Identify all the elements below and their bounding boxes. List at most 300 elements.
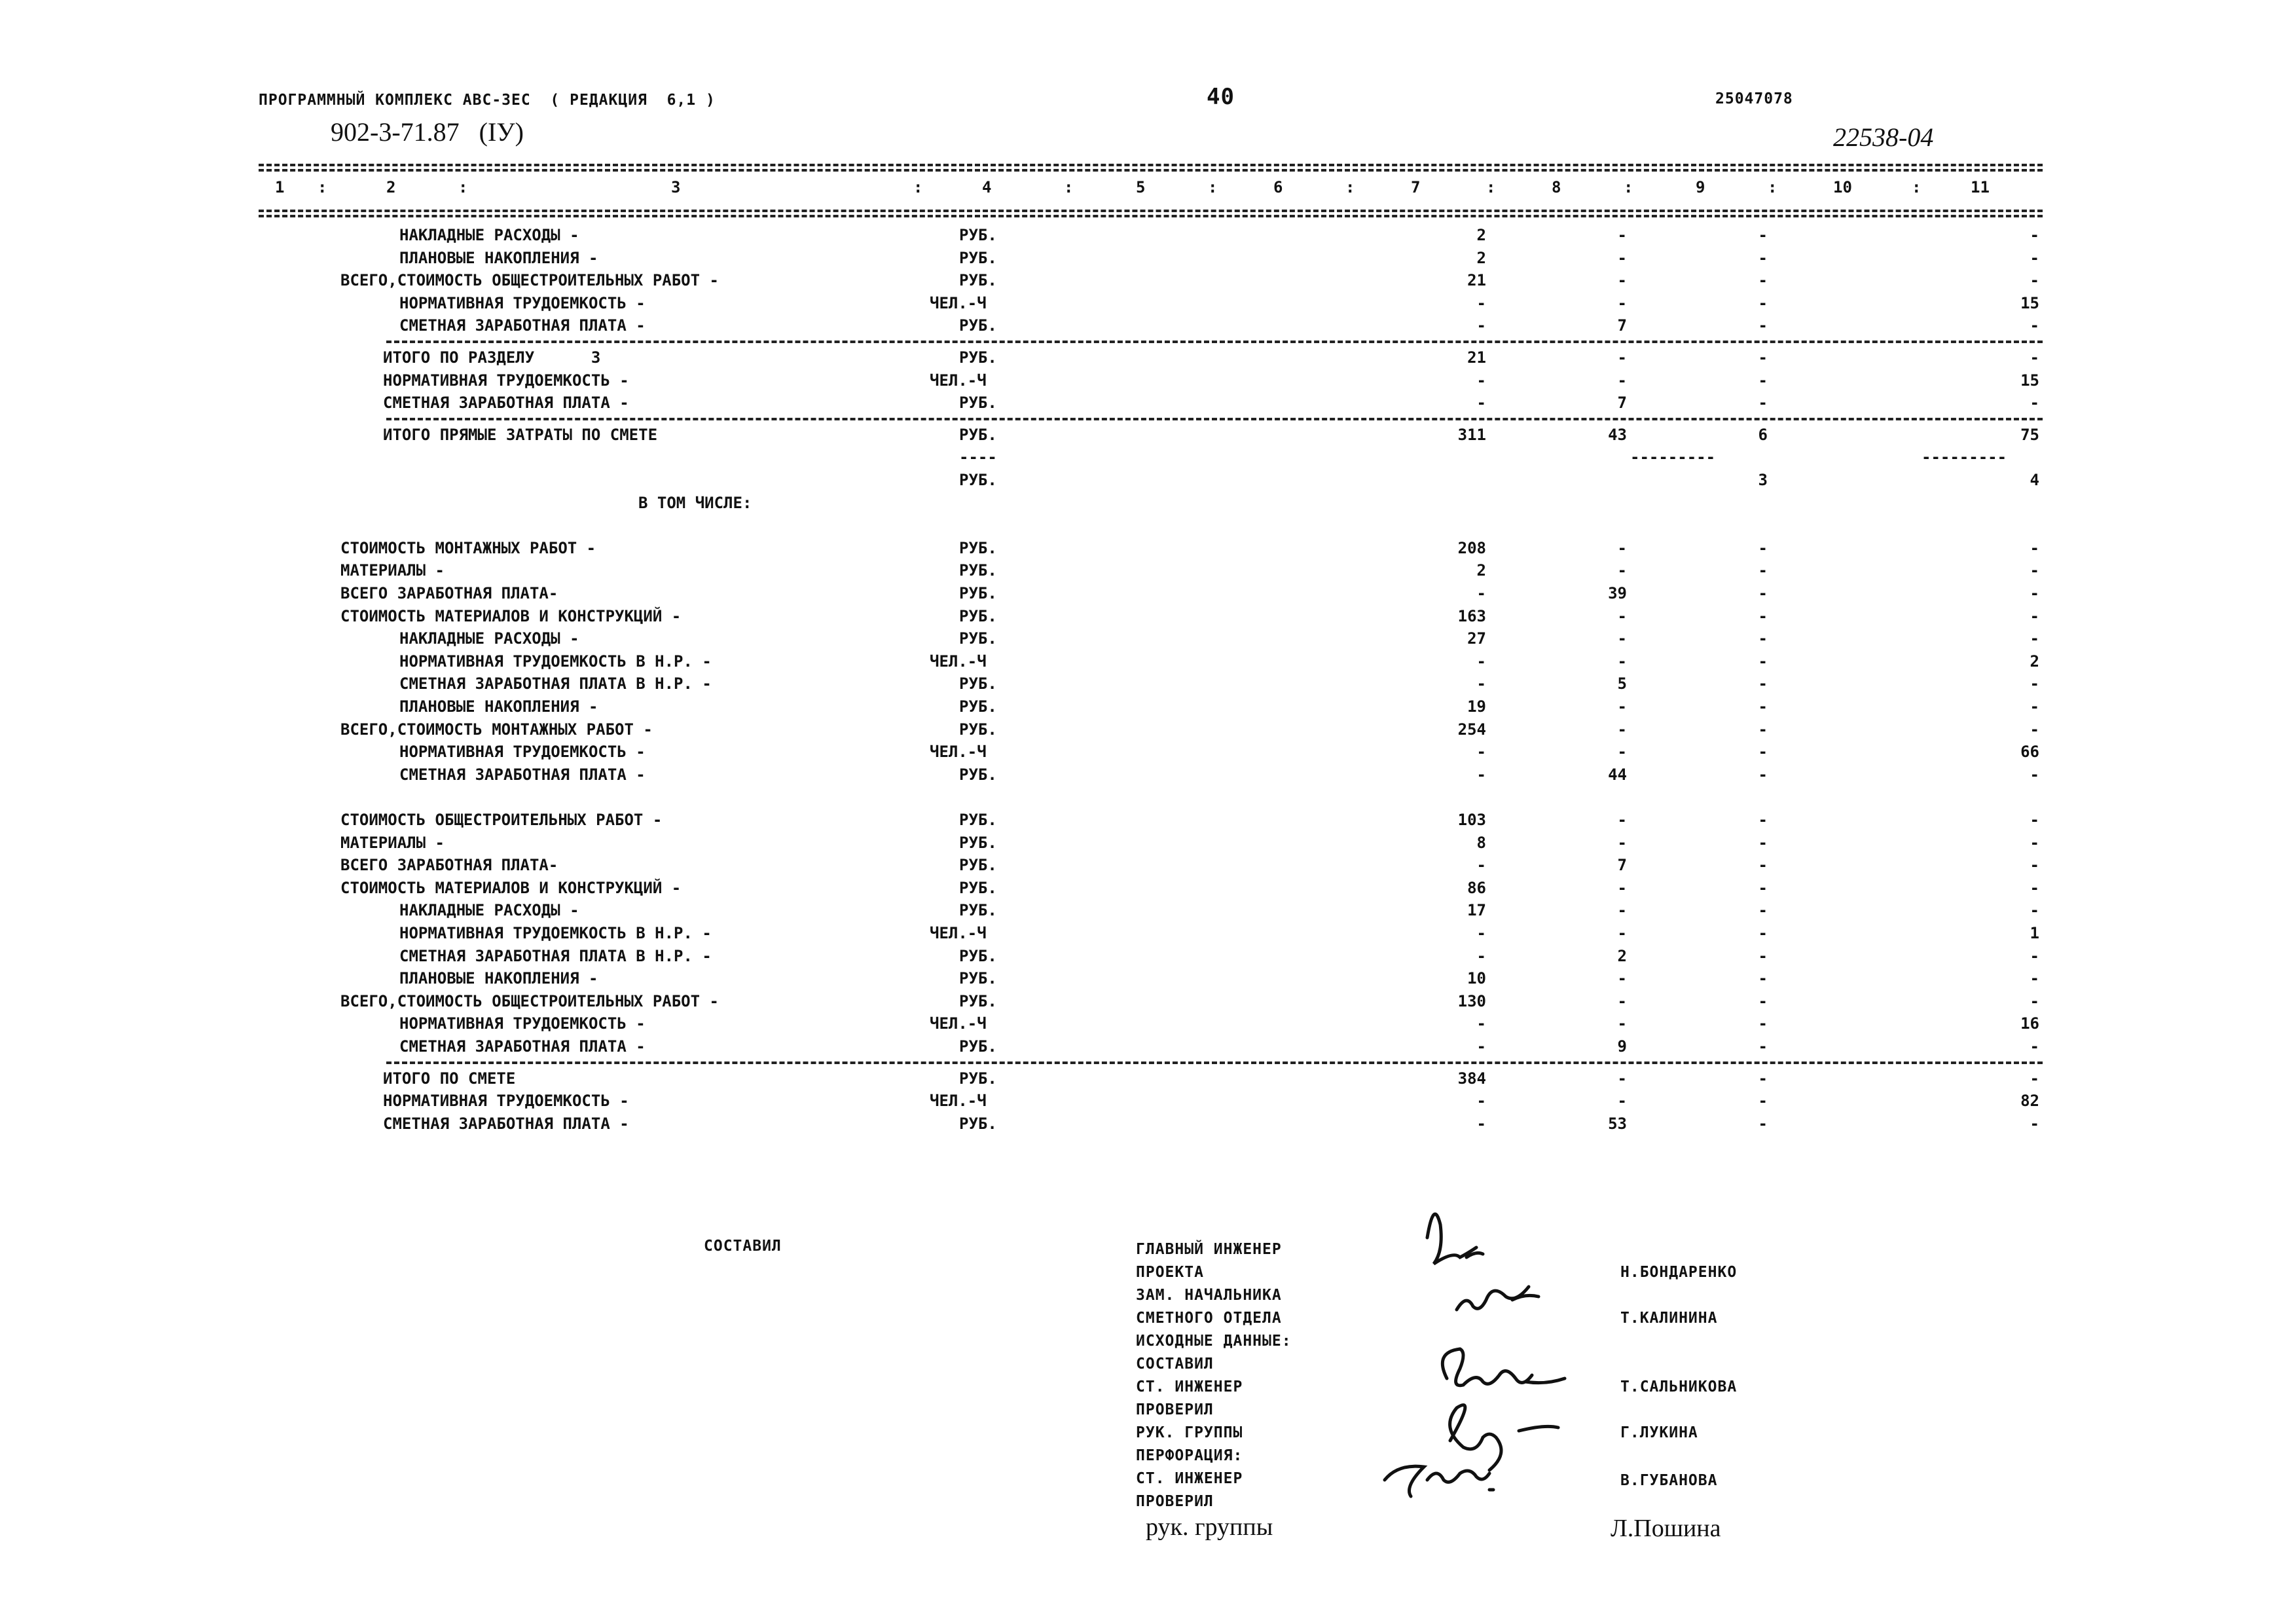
row-unit: РУБ. [959,946,997,965]
cell-col9: - [1758,538,1768,557]
cell-col8: - [1617,878,1627,897]
row-unit: ЧЕЛ.-Ч [930,924,987,942]
cell-col11: - [2030,856,2039,875]
cell-col9: - [1758,371,1768,390]
table-row [0,743,2296,765]
table-row [0,811,2296,833]
role-estimate-department: СМЕТНОГО ОТДЕЛА [1136,1310,1282,1327]
cell-col8: - [1617,833,1627,852]
row-unit: ЧЕЛ.-Ч [930,652,987,671]
row-label: НОРМАТИВНАЯ ТРУДОЕМКОСТЬ - [383,371,629,390]
cell-col8: - [1617,629,1627,648]
row-label: ПЛАНОВЫЕ НАКОПЛЕНИЯ - [399,697,598,716]
cell-col9: - [1758,348,1768,367]
column-header-8: 8 [1552,178,1561,196]
cell-col7: 86 [1467,878,1486,897]
cell-col7: - [1476,584,1486,602]
row-label: НОРМАТИВНАЯ ТРУДОЕМКОСТЬ В Н.Р. - [399,652,712,671]
cell-col9: - [1758,878,1768,897]
cell-col11: - [2030,969,2039,988]
cell-col8: 7 [1617,394,1627,413]
row-label: МАТЕРИАЛЫ - [340,833,445,852]
header-rule-bottom-2 [259,215,2043,217]
cell-col8: 9 [1617,1037,1627,1056]
table-row [0,834,2296,856]
row-unit: РУБ. [959,606,997,625]
table-row [0,652,2296,674]
column-header-row [0,178,2296,200]
cell-col7: 103 [1457,811,1486,829]
cell-col11: - [2030,226,2039,244]
cell-col9: - [1758,811,1768,829]
cell-col9: - [1758,946,1768,965]
table-row [0,1014,2296,1037]
table-row [0,1092,2296,1114]
header-rule-top [259,164,2043,166]
row-label: НОРМАТИВНАЯ ТРУДОЕМКОСТЬ - [383,1092,629,1111]
table-row [0,471,2296,493]
cell-col9: - [1758,1092,1768,1111]
cell-col9: - [1758,697,1768,716]
cell-col8: - [1617,606,1627,625]
table-row [0,856,2296,878]
row-label: ПЛАНОВЫЕ НАКОПЛЕНИЯ - [399,248,598,267]
cell-col7: 311 [1457,425,1486,444]
table-row [0,226,2296,248]
cell-col7: 27 [1467,629,1486,648]
cell-col9: - [1758,833,1768,852]
cell-col8: - [1617,697,1627,716]
cell-col8: - [1617,811,1627,829]
cell-col8: 7 [1617,856,1627,875]
cell-col9: - [1758,652,1768,671]
cell-col9: - [1758,584,1768,602]
row-label: НОРМАТИВНАЯ ТРУДОЕМКОСТЬ - [399,293,646,312]
row-label: ВСЕГО,СТОИМОСТЬ ОБЩЕСТРОИТЕЛЬНЫХ РАБОТ - [340,271,719,290]
signature-4 [1450,1405,1558,1470]
cell-col11: - [2030,1037,2039,1056]
document-code: 25047078 [1715,90,1793,107]
row-label: СТОИМОСТЬ МАТЕРИАЛОВ И КОНСТРУКЦИЙ - [340,878,682,897]
cell-col11: - [2030,1069,2039,1088]
row-label: НОРМАТИВНАЯ ТРУДОЕМКОСТЬ - [399,1014,646,1033]
row-unit: ЧЕЛ.-Ч [930,293,987,312]
name-lukina: Г.ЛУКИНА [1620,1424,1698,1441]
cell-col11: - [2030,271,2039,290]
table-row [0,271,2296,293]
cell-col9: - [1758,561,1768,580]
cell-col11: --------- [1922,448,2007,467]
column-separator: : [1486,178,1496,196]
row-label: СМЕТНАЯ ЗАРАБОТНАЯ ПЛАТА - [399,1037,646,1056]
cell-col11: - [2030,561,2039,580]
cell-col7: 2 [1476,226,1486,244]
row-label: СТОИМОСТЬ ОБЩЕСТРОИТЕЛЬНЫХ РАБОТ - [340,811,663,829]
cell-col11: 4 [2030,471,2039,489]
cell-col8: 53 [1608,1114,1627,1133]
row-label: СТОИМОСТЬ МОНТАЖНЫХ РАБОТ - [340,538,596,557]
cell-col7: - [1476,743,1486,762]
row-label: ИТОГО ПРЯМЫЕ ЗАТРАТЫ ПО СМЕТЕ [383,425,658,444]
cell-col9: - [1758,271,1768,290]
cell-col8: 2 [1617,946,1627,965]
row-unit: РУБ. [959,425,997,444]
column-separator: : [458,178,468,196]
cell-col7: 21 [1467,348,1486,367]
cell-col11: - [2030,248,2039,267]
row-label: ИТОГО ПО СМЕТЕ [383,1069,516,1088]
row-label: СТОИМОСТЬ МАТЕРИАЛОВ И КОНСТРУКЦИЙ - [340,606,682,625]
role-perforation: ПЕРФОРАЦИЯ: [1136,1447,1243,1464]
cell-col11: - [2030,394,2039,413]
sheet-code: 22538-04 [1833,122,1934,152]
row-unit: РУБ. [959,271,997,290]
row-label: СМЕТНАЯ ЗАРАБОТНАЯ ПЛАТА - [399,765,646,784]
name-salnikova: Т.САЛЬНИКОВА [1620,1378,1738,1395]
cell-col7: 17 [1467,901,1486,920]
cell-col9: - [1758,765,1768,784]
row-unit: РУБ. [959,471,997,489]
column-separator: : [1768,178,1777,196]
cell-col7: - [1476,765,1486,784]
row-label: ВСЕГО,СТОИМОСТЬ ОБЩЕСТРОИТЕЛЬНЫХ РАБОТ - [340,991,719,1010]
column-header-10: 10 [1833,178,1852,196]
cell-col8: - [1617,538,1627,557]
cell-col8: - [1617,293,1627,312]
row-unit: РУБ. [959,226,997,244]
row-unit: ЧЕЛ.-Ч [930,371,987,390]
row-unit: РУБ. [959,765,997,784]
table-row [0,539,2296,561]
cell-col9: - [1758,629,1768,648]
cell-col9: - [1758,1014,1768,1033]
name-poshina-handwritten: Л.Пошина [1611,1515,1721,1542]
table-row [0,720,2296,743]
cell-col11: - [2030,1114,2039,1133]
role-group-head: РУК. ГРУППЫ [1136,1424,1243,1441]
cell-col11: - [2030,901,2039,920]
row-label: ВСЕГО ЗАРАБОТНАЯ ПЛАТА- [340,856,558,875]
cell-col9: - [1758,1069,1768,1088]
name-kalinina: Т.КАЛИНИНА [1620,1310,1718,1327]
section-separator [386,341,2043,343]
cell-col7: - [1476,1037,1486,1056]
row-unit: РУБ. [959,878,997,897]
cell-col7: - [1476,856,1486,875]
cell-col8: - [1617,271,1627,290]
table-row [0,394,2296,416]
row-unit: РУБ. [959,316,997,335]
cell-col8: - [1617,901,1627,920]
table-row [0,947,2296,969]
row-unit: РУБ. [959,991,997,1010]
table-row [0,294,2296,316]
row-label: ПЛАНОВЫЕ НАКОПЛЕНИЯ - [399,969,598,988]
table-row [0,629,2296,652]
column-separator: : [1208,178,1218,196]
cell-col11: 82 [2020,1092,2039,1111]
cell-col11: - [2030,833,2039,852]
header-rule-top-2 [259,169,2043,172]
cell-col8: - [1617,991,1627,1010]
row-unit: РУБ. [959,720,997,739]
role-group-head-handwritten: рук. группы [1146,1513,1273,1541]
cell-col7: 130 [1457,991,1486,1010]
table-row [0,992,2296,1014]
table-row [0,1037,2296,1060]
row-unit: РУБ. [959,584,997,602]
role-senior-engineer-2: СТ. ИНЖЕНЕР [1136,1470,1243,1487]
cell-col11: - [2030,765,2039,784]
cell-col11: 15 [2020,293,2039,312]
cell-col11: - [2030,878,2039,897]
row-unit: ЧЕЛ.-Ч [930,1092,987,1111]
row-unit: РУБ. [959,1069,997,1088]
cell-col7: 8 [1476,833,1486,852]
cell-col8: 44 [1608,765,1627,784]
row-label: НОРМАТИВНАЯ ТРУДОЕМКОСТЬ В Н.Р. - [399,924,712,942]
cell-col7: - [1476,371,1486,390]
cell-col7: 2 [1476,561,1486,580]
table-row [0,448,2296,470]
row-unit: РУБ. [959,969,997,988]
row-label: ВСЕГО ЗАРАБОТНАЯ ПЛАТА- [340,584,558,602]
column-header-2: 2 [386,178,396,196]
header-rule-bottom [259,210,2043,212]
cell-col11: 1 [2030,924,2039,942]
table-row [0,584,2296,606]
row-unit: РУБ. [959,697,997,716]
row-unit: ---- [959,448,997,467]
cell-col11: - [2030,629,2039,648]
role-chief-engineer: ГЛАВНЫЙ ИНЖЕНЕР [1136,1241,1282,1258]
row-label: СМЕТНАЯ ЗАРАБОТНАЯ ПЛАТА - [383,394,629,413]
cell-col8: 5 [1617,674,1627,693]
cell-col8: - [1617,561,1627,580]
cell-col9: - [1758,1037,1768,1056]
table-row [0,766,2296,788]
row-label: ВСЕГО,СТОИМОСТЬ МОНТАЖНЫХ РАБОТ - [340,720,653,739]
column-header-11: 11 [1971,178,1990,196]
cell-col11: - [2030,991,2039,1010]
column-header-7: 7 [1411,178,1421,196]
table-row [0,1069,2296,1092]
table-row [0,969,2296,991]
row-unit: РУБ. [959,561,997,580]
name-bondarenko: Н.БОНДАРЕНКО [1620,1264,1738,1281]
cell-col9: - [1758,969,1768,988]
role-source-data: ИСХОДНЫЕ ДАННЫЕ: [1136,1333,1292,1350]
cell-col11: - [2030,811,2039,829]
row-unit: РУБ. [959,348,997,367]
table-row [0,879,2296,901]
row-label: В ТОМ ЧИСЛЕ: [638,493,752,512]
cell-col9: - [1758,1114,1768,1133]
row-label: НАКЛАДНЫЕ РАСХОДЫ - [399,629,579,648]
row-unit: РУБ. [959,674,997,693]
column-separator: : [1624,178,1633,196]
project-code: 902-3-71.87 (IУ) [331,117,524,147]
cell-col7: - [1476,394,1486,413]
cell-col11: - [2030,606,2039,625]
cell-col11: - [2030,316,2039,335]
row-label: СМЕТНАЯ ЗАРАБОТНАЯ ПЛАТА - [383,1114,629,1133]
row-unit: РУБ. [959,394,997,413]
cell-col8: - [1617,652,1627,671]
row-label: СМЕТНАЯ ЗАРАБОТНАЯ ПЛАТА В Н.Р. - [399,946,712,965]
row-unit: РУБ. [959,856,997,875]
compiled-label: СОСТАВИЛ [704,1238,782,1255]
row-label: СМЕТНАЯ ЗАРАБОТНАЯ ПЛАТА В Н.Р. - [399,674,712,693]
row-unit: ЧЕЛ.-Ч [930,743,987,762]
cell-col8: - [1617,248,1627,267]
cell-col8: - [1617,743,1627,762]
signature-5 [1385,1466,1493,1496]
cell-col8: - [1617,1069,1627,1088]
cell-col9: --------- [1630,448,1716,467]
cell-col7: - [1476,1014,1486,1033]
role-senior-engineer: СТ. ИНЖЕНЕР [1136,1378,1243,1395]
row-unit: РУБ. [959,538,997,557]
cell-col7: 163 [1457,606,1486,625]
cell-col11: 16 [2020,1014,2039,1033]
cell-col8: - [1617,924,1627,942]
role-deputy-head: ЗАМ. НАЧАЛЬНИКА [1136,1287,1282,1304]
row-label: НАКЛАДНЫЕ РАСХОДЫ - [399,901,579,920]
row-unit: РУБ. [959,1114,997,1133]
signature-2 [1457,1287,1539,1310]
cell-col11: 15 [2020,371,2039,390]
column-separator: : [1064,178,1074,196]
row-unit: РУБ. [959,811,997,829]
cell-col8: - [1617,969,1627,988]
column-separator: : [1912,178,1922,196]
column-header-5: 5 [1136,178,1146,196]
row-label: НОРМАТИВНАЯ ТРУДОЕМКОСТЬ - [399,743,646,762]
program-title: ПРОГРАММНЫЙ КОМПЛЕКС АВС-3ЕС ( РЕДАКЦИЯ 6,1 ) [259,92,716,109]
cell-col7: 2 [1476,248,1486,267]
column-separator: : [1345,178,1355,196]
row-label: МАТЕРИАЛЫ - [340,561,445,580]
row-unit: РУБ. [959,833,997,852]
cell-col9: - [1758,924,1768,942]
name-gubanova: В.ГУБАНОВА [1620,1472,1718,1489]
table-row [0,316,2296,339]
cell-col7: - [1476,1092,1486,1111]
column-separator: : [318,178,327,196]
cell-col8: 7 [1617,316,1627,335]
cell-col8: 39 [1608,584,1627,602]
column-header-3: 3 [671,178,681,196]
cell-col11: - [2030,720,2039,739]
cell-col7: 21 [1467,271,1486,290]
cell-col7: - [1476,674,1486,693]
signature-1 [1427,1214,1483,1264]
table-row [0,561,2296,583]
cell-col11: - [2030,674,2039,693]
cell-col9: - [1758,226,1768,244]
cell-col11: - [2030,538,2039,557]
column-header-1: 1 [275,178,285,196]
row-unit: ЧЕЛ.-Ч [930,1014,987,1033]
cell-col9: - [1758,394,1768,413]
cell-col7: - [1476,946,1486,965]
cell-col8: - [1617,1014,1627,1033]
table-row [0,348,2296,371]
cell-col8: - [1617,371,1627,390]
cell-col11: 66 [2020,743,2039,762]
page-number: 40 [1207,84,1235,110]
cell-col9: - [1758,901,1768,920]
cell-col7: 10 [1467,969,1486,988]
column-header-4: 4 [982,178,992,196]
role-compiled: СОСТАВИЛ [1136,1356,1214,1373]
table-row [0,674,2296,697]
cell-col8: - [1617,226,1627,244]
cell-col7: - [1476,1114,1486,1133]
cell-col11: 2 [2030,652,2039,671]
row-label: СМЕТНАЯ ЗАРАБОТНАЯ ПЛАТА - [399,316,646,335]
table-row [0,494,2296,516]
role-project: ПРОЕКТА [1136,1264,1204,1281]
row-label: ИТОГО ПО РАЗДЕЛУ 3 [383,348,601,367]
section-separator [386,1061,2043,1064]
cell-col9: - [1758,316,1768,335]
table-row [0,924,2296,946]
column-header-6: 6 [1273,178,1283,196]
cell-col9: - [1758,991,1768,1010]
cell-col7: - [1476,293,1486,312]
cell-col8: - [1617,720,1627,739]
cell-col9: - [1758,674,1768,693]
cell-col9: - [1758,743,1768,762]
cell-col9: - [1758,293,1768,312]
cell-col7: 384 [1457,1069,1486,1088]
table-row [0,901,2296,923]
cell-col7: 208 [1457,538,1486,557]
cell-col7: 254 [1457,720,1486,739]
table-row [0,1115,2296,1137]
cell-col9: 6 [1758,425,1768,444]
row-unit: РУБ. [959,1037,997,1056]
cell-col9: 3 [1758,471,1768,489]
table-row [0,426,2296,448]
table-row [0,697,2296,720]
role-checked-2: ПРОВЕРИЛ [1136,1493,1214,1510]
cell-col9: - [1758,856,1768,875]
cell-col11: - [2030,697,2039,716]
cell-col9: - [1758,720,1768,739]
cell-col8: - [1617,348,1627,367]
column-separator: : [913,178,923,196]
cell-col11: - [2030,584,2039,602]
row-unit: РУБ. [959,629,997,648]
cell-col7: 19 [1467,697,1486,716]
table-row [0,371,2296,394]
column-header-9: 9 [1696,178,1705,196]
signature-3 [1442,1349,1565,1386]
cell-col11: 75 [2020,425,2039,444]
role-checked: ПРОВЕРИЛ [1136,1401,1214,1418]
row-label: НАКЛАДНЫЕ РАСХОДЫ - [399,226,579,244]
cell-col9: - [1758,606,1768,625]
row-unit: РУБ. [959,248,997,267]
section-separator [386,418,2043,420]
table-row [0,249,2296,271]
row-unit: РУБ. [959,901,997,920]
cell-col8: 43 [1608,425,1627,444]
cell-col9: - [1758,248,1768,267]
